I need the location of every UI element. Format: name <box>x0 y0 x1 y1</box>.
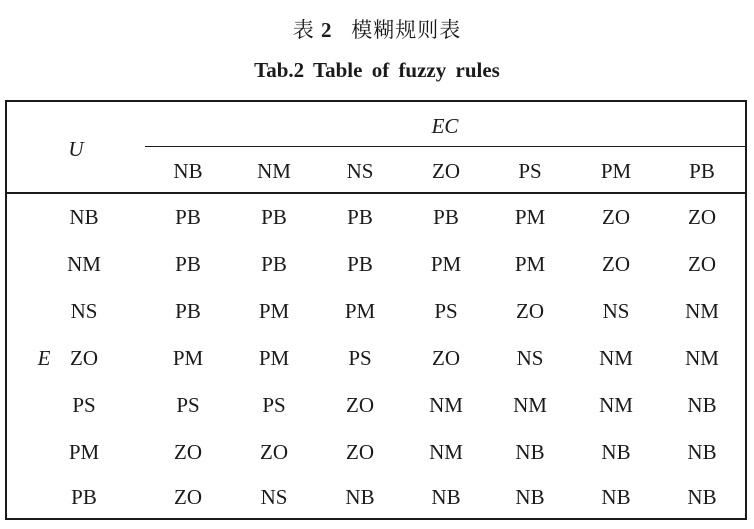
ec-header-rule <box>145 146 747 147</box>
rule-cell: NB <box>515 485 545 509</box>
rule-cell: ZO <box>602 205 630 229</box>
rule-cell: PM <box>258 346 290 370</box>
rule-cell: PM <box>514 252 546 276</box>
left-border <box>5 100 7 520</box>
rule-cell: NM <box>685 299 719 323</box>
rule-cell: ZO <box>346 440 374 464</box>
rule-cell: PM <box>172 346 204 370</box>
bottom-rule <box>5 518 747 520</box>
row-variable-label: E <box>37 346 51 370</box>
row-label: PS <box>72 393 96 417</box>
rule-cell: NB <box>601 485 631 509</box>
rule-cell: NM <box>513 393 547 417</box>
row-label: PM <box>68 440 100 464</box>
caption-number: 2 <box>321 18 333 42</box>
column-header: PM <box>600 159 632 183</box>
rule-cell: ZO <box>432 346 460 370</box>
rule-cell: ZO <box>174 440 202 464</box>
table-caption-chinese <box>0 14 754 44</box>
row-label: NS <box>70 299 98 323</box>
rule-cell: NB <box>431 485 461 509</box>
rule-cell: NB <box>601 440 631 464</box>
header-rule <box>5 192 747 194</box>
caption-prefix: 表 <box>292 18 315 42</box>
column-header: NS <box>346 159 374 183</box>
column-header: NB <box>173 159 203 183</box>
column-header: PB <box>689 159 715 183</box>
rule-cell: ZO <box>688 252 716 276</box>
table-caption-english: Tab.2 Table of fuzzy rules <box>254 58 500 82</box>
row-label: NB <box>69 205 99 229</box>
rule-cell: ZO <box>174 485 202 509</box>
rule-cell: ZO <box>346 393 374 417</box>
column-header: PS <box>518 159 542 183</box>
rule-cell: NM <box>599 393 633 417</box>
rule-cell: NB <box>345 485 375 509</box>
rule-cell: PS <box>262 393 286 417</box>
top-rule <box>5 100 747 102</box>
rule-cell: PS <box>348 346 372 370</box>
rule-cell: PS <box>176 393 200 417</box>
rule-cell: PB <box>347 205 373 229</box>
output-variable-label: U <box>68 137 84 161</box>
row-label: NM <box>67 252 101 276</box>
rule-cell: NS <box>516 346 544 370</box>
rule-cell: NB <box>515 440 545 464</box>
rule-cell: PB <box>347 252 373 276</box>
rule-cell: ZO <box>260 440 288 464</box>
rule-cell: PM <box>514 205 546 229</box>
rule-cell: ZO <box>688 205 716 229</box>
rule-cell: PB <box>261 252 287 276</box>
rule-cell: PB <box>175 299 201 323</box>
column-header: ZO <box>432 159 460 183</box>
row-label: ZO <box>70 346 98 370</box>
row-label: PB <box>71 485 97 509</box>
rule-cell: NB <box>687 440 717 464</box>
rule-cell: NB <box>687 393 717 417</box>
rule-cell: PS <box>434 299 458 323</box>
rule-cell: PM <box>344 299 376 323</box>
caption-title: 模糊规则表 <box>351 18 462 42</box>
rule-cell: ZO <box>602 252 630 276</box>
rule-cell: NB <box>687 485 717 509</box>
rule-cell: NM <box>599 346 633 370</box>
rule-cell: NM <box>429 440 463 464</box>
rule-cell: NS <box>602 299 630 323</box>
rule-cell: PB <box>175 205 201 229</box>
right-border <box>745 100 747 520</box>
rule-cell: PM <box>258 299 290 323</box>
rule-cell: PB <box>261 205 287 229</box>
rule-cell: NM <box>685 346 719 370</box>
column-variable-label: EC <box>431 114 459 138</box>
column-header: NM <box>257 159 291 183</box>
rule-cell: PB <box>175 252 201 276</box>
rule-cell: NM <box>429 393 463 417</box>
rule-cell: PM <box>430 252 462 276</box>
rule-cell: NS <box>260 485 288 509</box>
rule-cell: PB <box>433 205 459 229</box>
rule-cell: ZO <box>516 299 544 323</box>
